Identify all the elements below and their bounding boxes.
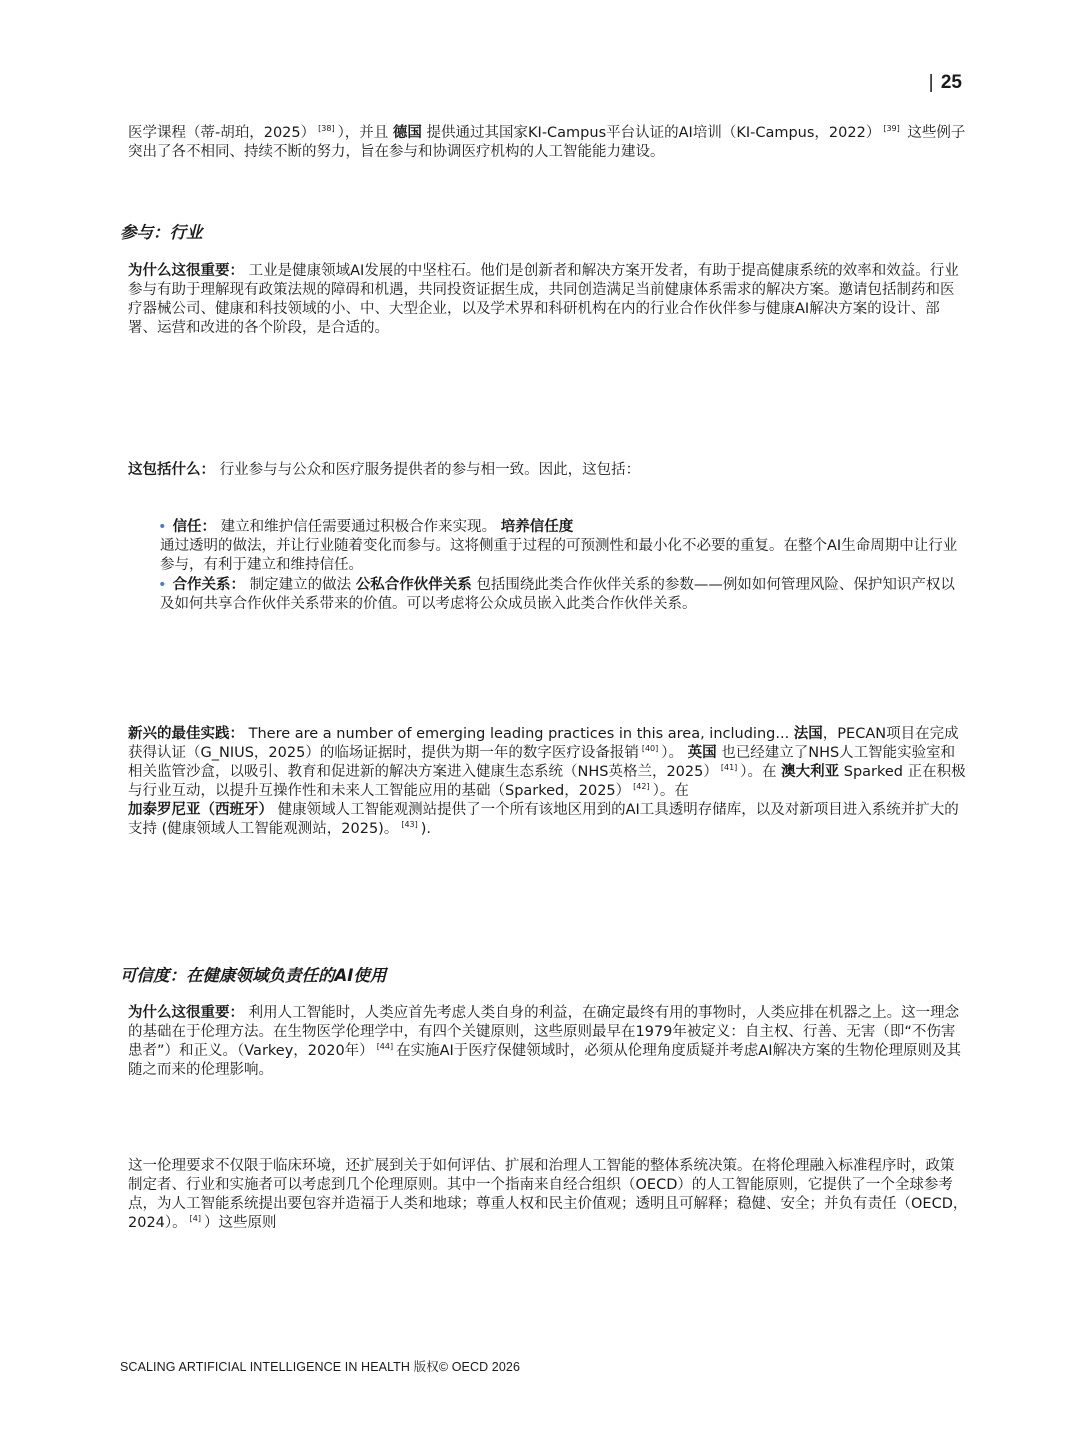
emerging-label: 新兴的最佳实践： [128,726,244,742]
what-label: 这包括什么： [128,462,215,478]
emerging-practices: 新兴的最佳实践： There are a number of emerging leading practices in this area, including... 法国，PECAN项目在完成获得认证（G_NIUS，2025）的临场证据时，提供为期一年的数字医疗设备报销 [40] ）。 英国 也已经建立了NHS人工智能实验室和相关监管沙盒，以吸引、教育和促进新的解决方案进入健康生态系统（NHS英格兰，2025） [41] ）。在 澳大利亚 Sparked 正在积极与行业互动，以提升互操作性和未来人工智能应用的基础（Sparked，2025） [42] ）。在 加泰罗尼亚（西班牙） 健康领域人工智能观测站提供了一个所有该地区用到的AI工具透明存储库，以及对新项目进入系统并扩大的支持 (健康领域人工智能观测站，2025)。 [43] ). [128,726,966,837]
intro-paragraph: 医学课程（蒂-胡珀，2025） [38] ），并且 德国 提供通过其国家KI-Campus平台认证的AI培训（KI-Campus，2022） [39] 这些例子突出了各不相同、持续不断的努力，旨在参与和协调医疗机构的人工智能能力建设。 [128,124,966,160]
section-heading-trustworthiness: 可信度：在健康领域负责任的AI使用 [120,966,387,985]
citation-42: [42] [633,782,650,791]
why-label: 为什么这很重要： [128,263,244,279]
citation-41: [41] [720,763,738,772]
bullet-trust: • 信任： 建立和维护信任需要通过积极合作来实现。 培养信任度 通过透明的做法，并让行业随着变化而参与。这将侧重于过程的可预测性和最小化不必要的重复。在整个AI生命周期中让行业参与，有利于建立和维持信任。 [158,519,958,573]
country-germany: 德国 [392,125,422,141]
why-important-industry: 为什么这很重要： 工业是健康领域AI发展的中坚柱石。他们是创新者和解决方案开发者，有助于提高健康系统的效率和效益。行业参与有助于理解现有政策法规的障碍和机遇，共同投资证据生成，共同创造满足当前健康体系需求的解决方案。邀请包括制药和医疗器械公司、健康和科技领域的小、中、大型企业，以及学术界和科研机构在内的行业合作伙伴参与健康AI解决方案的设计、部署、运营和改进的各个阶段，是合适的。 [128,263,959,336]
ethics-paragraph: 这一伦理要求不仅限于临床环境，还扩展到关于如何评估、扩展和治理人工智能的整体系统决策。在将伦理融入标准程序时，政策制定者、行业和实施者可以考虑到几个伦理原则。其中一个指南来自经合组织（OECD）的人工智能原则，它提供了一个全球参考点，为人工智能系统提出要包容并造福于人类和地球；尊重人权和民主价值观；透明且可解释；稳健、安全；并负有责任（OECD，2024）。 [4] ）这些原则 [128,1158,968,1231]
citation-39: [39] [883,124,900,133]
why-important-trust: 为什么这很重要： 利用人工智能时，人类应首先考虑人类自身的利益，在确定最终有用的事物时，人类应排在机器之上。这一理念的基础在于伦理方法。在生物医学伦理学中，有四个关键原则，这些原则最早在1979年被定义：自主权、行善、无害（即“不伤害患者”）和正义。（Varkey，2020年） [44] 在实施AI于医疗保健领域时，必须从伦理角度质疑并考虑AI解决方案的生物伦理原则及其随之而来的伦理影响。 [128,1005,961,1078]
country-australia: 澳大利亚 [781,764,840,780]
bullet-partnership: • 合作关系： 制定建立的做法 公私合作伙伴关系 包括围绕此类合作伙伴关系的参数——例如如何管理风险、保护知识产权以及如何共享合作伙伴关系带来的价值。可以考虑将公众成员嵌入此类合作伙伴关系。 [158,577,955,612]
footer: SCALING ARTIFICIAL INTELLIGENCE IN HEALTH 版权© OECD 2026 [120,1360,521,1374]
what-includes: 这包括什么： 行业参与与公众和医疗服务提供者的参与相一致。因此，这包括： [128,462,641,478]
bullet-marker: • [158,519,167,535]
page-number: | 25 [928,72,962,93]
region-catalonia: 加泰罗尼亚（西班牙） [128,802,273,818]
citation-43: [43] [401,820,418,829]
section-heading-industry: 参与：行业 [120,223,203,242]
citation-40: [40] [641,744,659,753]
citation-4: [4] [189,1214,201,1223]
citation-44: [44] [376,1042,394,1051]
citation-38: [38] [318,124,335,133]
why-label: 为什么这很重要： [128,1005,244,1021]
bullet-marker: • [158,577,167,593]
country-france: 法国 [793,726,823,742]
country-uk: 英国 [687,745,717,761]
